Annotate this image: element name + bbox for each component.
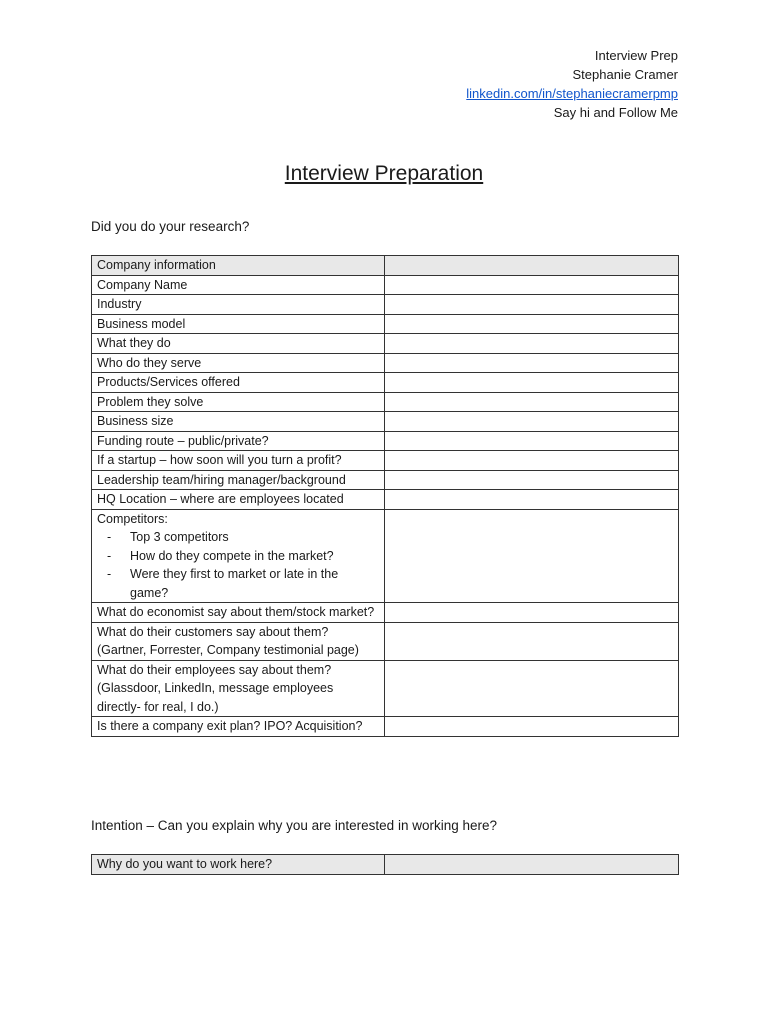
answer-cell[interactable] xyxy=(385,412,679,432)
table-row xyxy=(92,622,679,660)
table-row xyxy=(92,717,679,737)
header-label: Interview Prep xyxy=(594,48,678,63)
table-row xyxy=(92,490,679,510)
table-row xyxy=(92,470,679,490)
table-row xyxy=(92,451,679,471)
answer-cell[interactable] xyxy=(385,603,679,623)
table-row xyxy=(92,314,679,334)
answer-cell[interactable] xyxy=(385,256,679,276)
intention-heading: Intention – Can you explain why you are interested in working here? xyxy=(91,818,497,833)
answer-cell[interactable] xyxy=(385,431,679,451)
table-row xyxy=(92,256,679,276)
row-label: Leadership team/hiring manager/background xyxy=(92,470,385,490)
row-label: If a startup – how soon will you turn a profit? xyxy=(92,451,385,471)
row-label: Is there a company exit plan? IPO? Acquisition? xyxy=(92,717,385,737)
answer-cell[interactable] xyxy=(385,295,679,315)
answer-cell[interactable] xyxy=(385,855,679,875)
answer-cell[interactable] xyxy=(385,451,679,471)
research-table xyxy=(91,255,679,737)
answer-cell[interactable] xyxy=(385,353,679,373)
table-row xyxy=(92,275,679,295)
answer-cell[interactable] xyxy=(385,275,679,295)
competitors-cell xyxy=(92,509,385,603)
row-label: Who do they serve xyxy=(92,353,385,373)
row-label: Business size xyxy=(92,412,385,432)
row-label: What do their employees say about them? (Glassdoor, LinkedIn, message employees directly- for real, I do.) xyxy=(92,660,385,717)
document-header xyxy=(466,46,678,122)
answer-cell[interactable] xyxy=(385,334,679,354)
research-heading: Did you do your research? xyxy=(91,219,250,234)
answer-cell[interactable] xyxy=(385,373,679,393)
table-row xyxy=(92,412,679,432)
table-row xyxy=(92,334,679,354)
list-item: - Top 3 competitors xyxy=(107,528,379,547)
row-label: Company information xyxy=(92,256,385,276)
table-row xyxy=(92,373,679,393)
follow-note: Say hi and Follow Me xyxy=(553,105,678,120)
answer-cell[interactable] xyxy=(385,392,679,412)
author-name: Stephanie Cramer xyxy=(572,67,678,82)
list-item: - How do they compete in the market? xyxy=(107,547,379,566)
table-row xyxy=(92,509,679,603)
answer-cell[interactable] xyxy=(385,490,679,510)
table-row xyxy=(92,855,679,875)
linkedin-link[interactable]: linkedin.com/in/stephaniecramerpmp xyxy=(466,86,678,101)
row-label: What they do xyxy=(92,334,385,354)
list-item: - Were they first to market or late in the game? xyxy=(107,565,379,602)
row-label: Business model xyxy=(92,314,385,334)
answer-cell[interactable] xyxy=(385,314,679,334)
table-row xyxy=(92,295,679,315)
table-row xyxy=(92,431,679,451)
row-label: What do their customers say about them? (Gartner, Forrester, Company testimonial page) xyxy=(92,622,385,660)
competitors-label: Competitors: xyxy=(97,511,168,526)
row-label: Problem they solve xyxy=(92,392,385,412)
table-row xyxy=(92,392,679,412)
answer-cell[interactable] xyxy=(385,622,679,660)
answer-cell[interactable] xyxy=(385,509,679,603)
row-label: HQ Location – where are employees located xyxy=(92,490,385,510)
row-label: Why do you want to work here? xyxy=(92,855,385,875)
row-label: Funding route – public/private? xyxy=(92,431,385,451)
table-row xyxy=(92,603,679,623)
answer-cell[interactable] xyxy=(385,470,679,490)
answer-cell[interactable] xyxy=(385,717,679,737)
row-label: Products/Services offered xyxy=(92,373,385,393)
competitors-list xyxy=(97,528,379,602)
intention-table xyxy=(91,854,679,875)
table-row xyxy=(92,660,679,717)
row-label: What do economist say about them/stock market? xyxy=(92,603,385,623)
row-label: Company Name xyxy=(92,275,385,295)
page-title: Interview Preparation xyxy=(284,162,484,185)
answer-cell[interactable] xyxy=(385,660,679,717)
row-label: Industry xyxy=(92,295,385,315)
table-row xyxy=(92,353,679,373)
